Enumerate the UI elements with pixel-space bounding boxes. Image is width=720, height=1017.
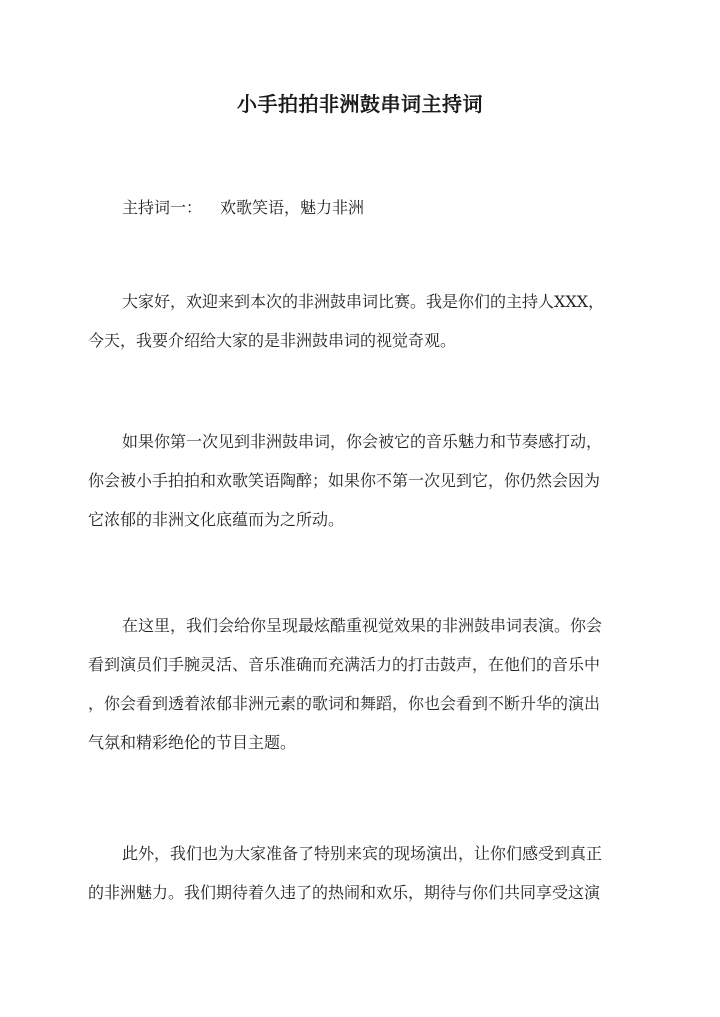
paragraph-4 bbox=[88, 842, 632, 920]
paragraph-1 bbox=[88, 290, 632, 368]
paragraph-line: 今天，我要介绍给大家的是非洲鼓串词的视觉奇观。 bbox=[88, 331, 457, 350]
paragraph-line: 你会被小手拍拍和欢歌笑语陶醉；如果你不第一次见到它，你仍然会因为 bbox=[88, 471, 601, 490]
paragraph-line: 大家好，欢迎来到本次的非洲鼓串词比赛。我是你们的主持人XXX， bbox=[122, 292, 605, 311]
paragraph-line: 在这里，我们会给你呈现最炫酷重视觉效果的非洲鼓串词表演。你会 bbox=[122, 616, 603, 635]
paragraph-line: 此外，我们也为大家准备了特别来宾的现场演出，让你们感受到真正 bbox=[122, 844, 603, 863]
paragraph-line: 气氛和精彩绝伦的节目主题。 bbox=[88, 733, 297, 752]
document-title: 小手拍拍非洲鼓串词主持词 bbox=[237, 92, 483, 116]
paragraph-line: 它浓郁的非洲文化底蕴而为之所动。 bbox=[88, 510, 345, 529]
paragraph-line: ，你会看到透着浓郁非洲元素的歌词和舞蹈，你也会看到不断升华的演出 bbox=[88, 694, 601, 713]
paragraph-line: 的非洲魅力。我们期待着久违了的热闹和欢乐，期待与你们共同享受这演 bbox=[88, 883, 601, 902]
section-heading bbox=[122, 196, 364, 220]
paragraph-2 bbox=[88, 430, 632, 547]
paragraph-3 bbox=[88, 614, 632, 770]
paragraph-line: 看到演员们手腕灵活、音乐准确而充满活力的打击鼓声，在他们的音乐中 bbox=[88, 655, 601, 674]
paragraph-line: 如果你第一次见到非洲鼓串词，你会被它的音乐魅力和节奏感打动， bbox=[122, 432, 603, 451]
section-heading-label: 主持词一： bbox=[122, 198, 203, 217]
section-heading-subtitle: 欢歌笑语，魅力非洲 bbox=[220, 198, 365, 217]
